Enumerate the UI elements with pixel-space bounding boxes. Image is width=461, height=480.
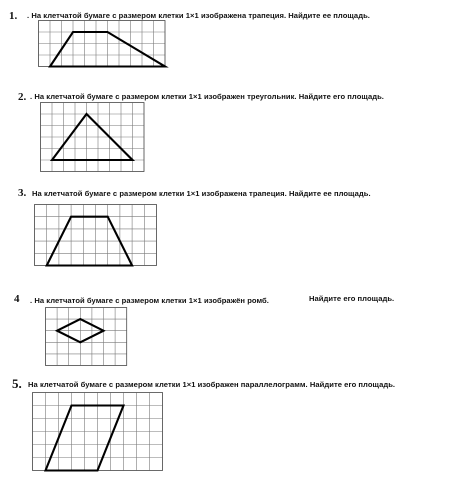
problem-2-grid: [40, 102, 146, 173]
grid-lines: [35, 205, 157, 266]
problem-5-text: На клетчатой бумаге с размером клетки 1×1 изображен параллелограмм. Найдите его площадь.: [28, 380, 396, 389]
grid-frame: [46, 308, 127, 366]
problem-5-number: 5.: [12, 376, 22, 391]
problem-2-number: 2.: [18, 91, 27, 103]
grid-lines: [41, 103, 145, 172]
grid-lines: [33, 393, 163, 471]
problem-3-grid: [34, 204, 158, 267]
problem-4-text: . На клетчатой бумаге с размером клетки 1×1 изображён ромб.: [30, 296, 269, 305]
problem-1-number: 1.: [9, 10, 18, 22]
problem-3-number: 3.: [18, 187, 27, 199]
grid-lines: [39, 21, 166, 67]
problem-4-grid: [45, 307, 128, 367]
problem-2-text: . На клетчатой бумаге с размером клетки 1×1 изображен треугольник. Найдите его площадь.: [30, 92, 384, 101]
problem-3-text: На клетчатой бумаге с размером клетки 1×1 изображена трапеция. Найдите ее площадь.: [32, 189, 371, 198]
grid-lines: [46, 308, 127, 366]
problem-1-grid: [38, 20, 167, 68]
problem-5-grid: [32, 392, 164, 472]
problem-4-number: 4: [14, 293, 20, 305]
problem-4-text-continued: Найдите его площадь.: [309, 294, 395, 303]
problem-1-text: . На клетчатой бумаге с размером клетки 1×1 изображена трапеция. Найдите ее площадь.: [27, 11, 370, 20]
